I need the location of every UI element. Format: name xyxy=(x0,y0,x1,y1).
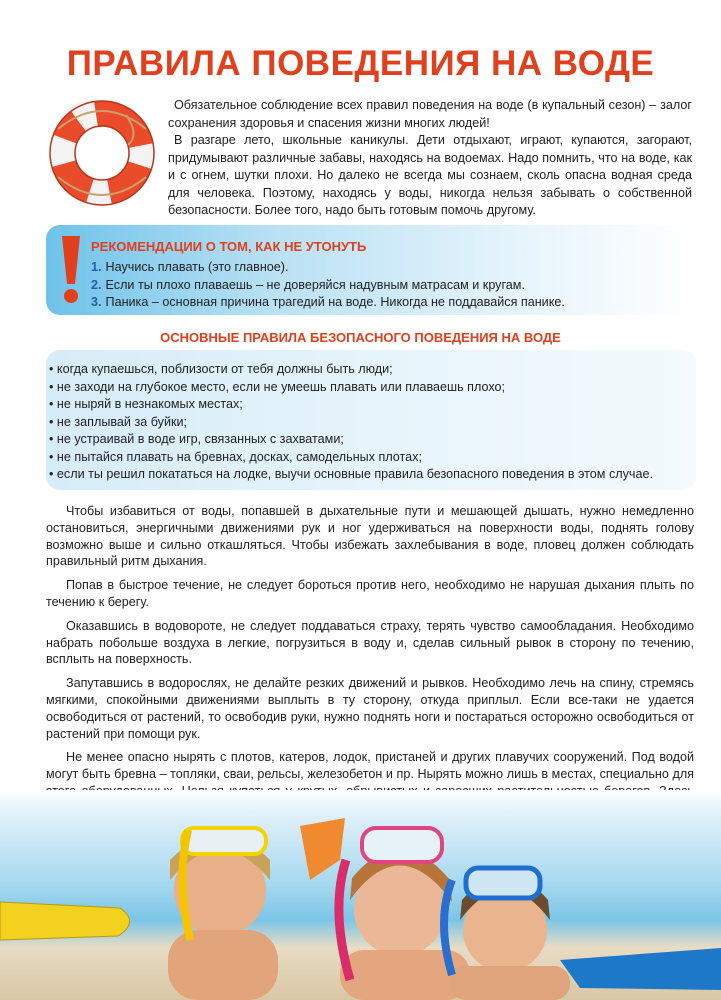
list-item: • не заплывай за буйки; xyxy=(49,414,653,432)
list-item: • если ты решил покататься на лодке, выучи основные правила безопасного поведения в этом случае. xyxy=(49,466,653,484)
item-text: Паника – основная причина трагедий на воде. Никогда не поддавайся панике. xyxy=(105,295,565,309)
item-number: 3. xyxy=(91,295,102,309)
list-item: • не пытайся плавать на бревнах, досках, самодельных плотах; xyxy=(49,449,653,467)
list-item xyxy=(91,294,565,312)
recommendations-title: РЕКОМЕНДАЦИИ О ТОМ, КАК НЕ УТОНУТЬ xyxy=(91,239,367,254)
item-number: 1. xyxy=(91,260,102,274)
recommendations-list xyxy=(91,259,565,312)
list-item xyxy=(91,277,565,295)
rules-list xyxy=(49,361,653,484)
lifebuoy-icon xyxy=(44,95,160,211)
intro-paragraph: В разгаре лето, школьные каникулы. Дети отдыхают, играют, купаются, загорают, придумывают различные забавы, находясь на водоемах. Надо помнить, что на воде, как и с огнем, шутки плохи. Но далеко не всегда мы сознаем, сколь опасна водная среда для человека. Поэтому, находясь у воды, никогда нельзя забывать о собственной безопасности. Более того, надо быть готовым помочь другому. xyxy=(168,133,692,217)
exclamation-icon xyxy=(56,232,86,306)
intro-paragraph: Обязательное соблюдение всех правил поведения на воде (в купальный сезон) – залог сохранения здоровья и спасения жизни многих людей! xyxy=(168,98,692,130)
rules-title: ОСНОВНЫЕ ПРАВИЛА БЕЗОПАСНОГО ПОВЕДЕНИЯ НА ВОДЕ xyxy=(160,330,561,345)
intro-text xyxy=(168,97,692,220)
body-paragraph: Чтобы избавиться от воды, попавшей в дыхательные пути и мешающей дышать, нужно немедленно остановиться, энергичными движениями рук и ног удерживаться на поверхности воды, поднять голову возможно выше и сильно откашляться. Чтобы избежать захлебывания в воде, пловец должен соблюдать правильный ритм дыхания. xyxy=(46,504,694,569)
item-text: Научись плавать (это главное). xyxy=(105,260,289,274)
page-title: ПРАВИЛА ПОВЕДЕНИЯ НА ВОДЕ xyxy=(66,44,655,83)
body-paragraph: Оказавшись в водовороте, не следует поддаваться страху, терять чувство самообладания. Необходимо набрать побольше воздуха в легкие, погрузиться в воду и, сделав сильный рывок в сторону по течению, всплыть на поверхность. xyxy=(46,618,694,667)
item-number: 2. xyxy=(91,277,102,292)
list-item xyxy=(91,259,565,277)
body-paragraph: Не менее опасно нырять с плотов, катеров, лодок, пристаней и других плавучих сооружений. Под водой могут быть бревна – топляки, сваи, рельсы, железобетон и пр. Нырять можно лишь в местах, специально для xyxy=(46,750,694,782)
list-item: • не ныряй в незнакомых местах; xyxy=(49,396,653,414)
list-item: • когда купаешься, поблизости от тебя должны быть люди; xyxy=(49,361,653,379)
beach-photo xyxy=(0,790,721,1000)
body-paragraph: Запутавшись в водорослях, не делайте резких движений и рывков. Необходимо лечь на спину, стремясь мягкими, спокойными движениями выплыть в ту сторону, откуда приплыл. Если все-таки не удается освободиться от растений, то освободив руки, нужно поднять ноги и постараться осторожно освободиться от растений при помощи рук. xyxy=(46,676,694,741)
list-item: • не устраивай в воде игр, связанных с захватами; xyxy=(49,431,653,449)
body-paragraph: Попав в быстрое течение, не следует бороться против него, необходимо не нарушая дыхания плыть по течению к берегу. xyxy=(46,578,694,609)
item-text: Если ты плохо плаваешь – не доверяйся надувным матрасам и кругам. xyxy=(105,277,525,292)
list-item: • не заходи на глубокое место, если не умеешь плавать или плаваешь плохо; xyxy=(49,379,653,397)
